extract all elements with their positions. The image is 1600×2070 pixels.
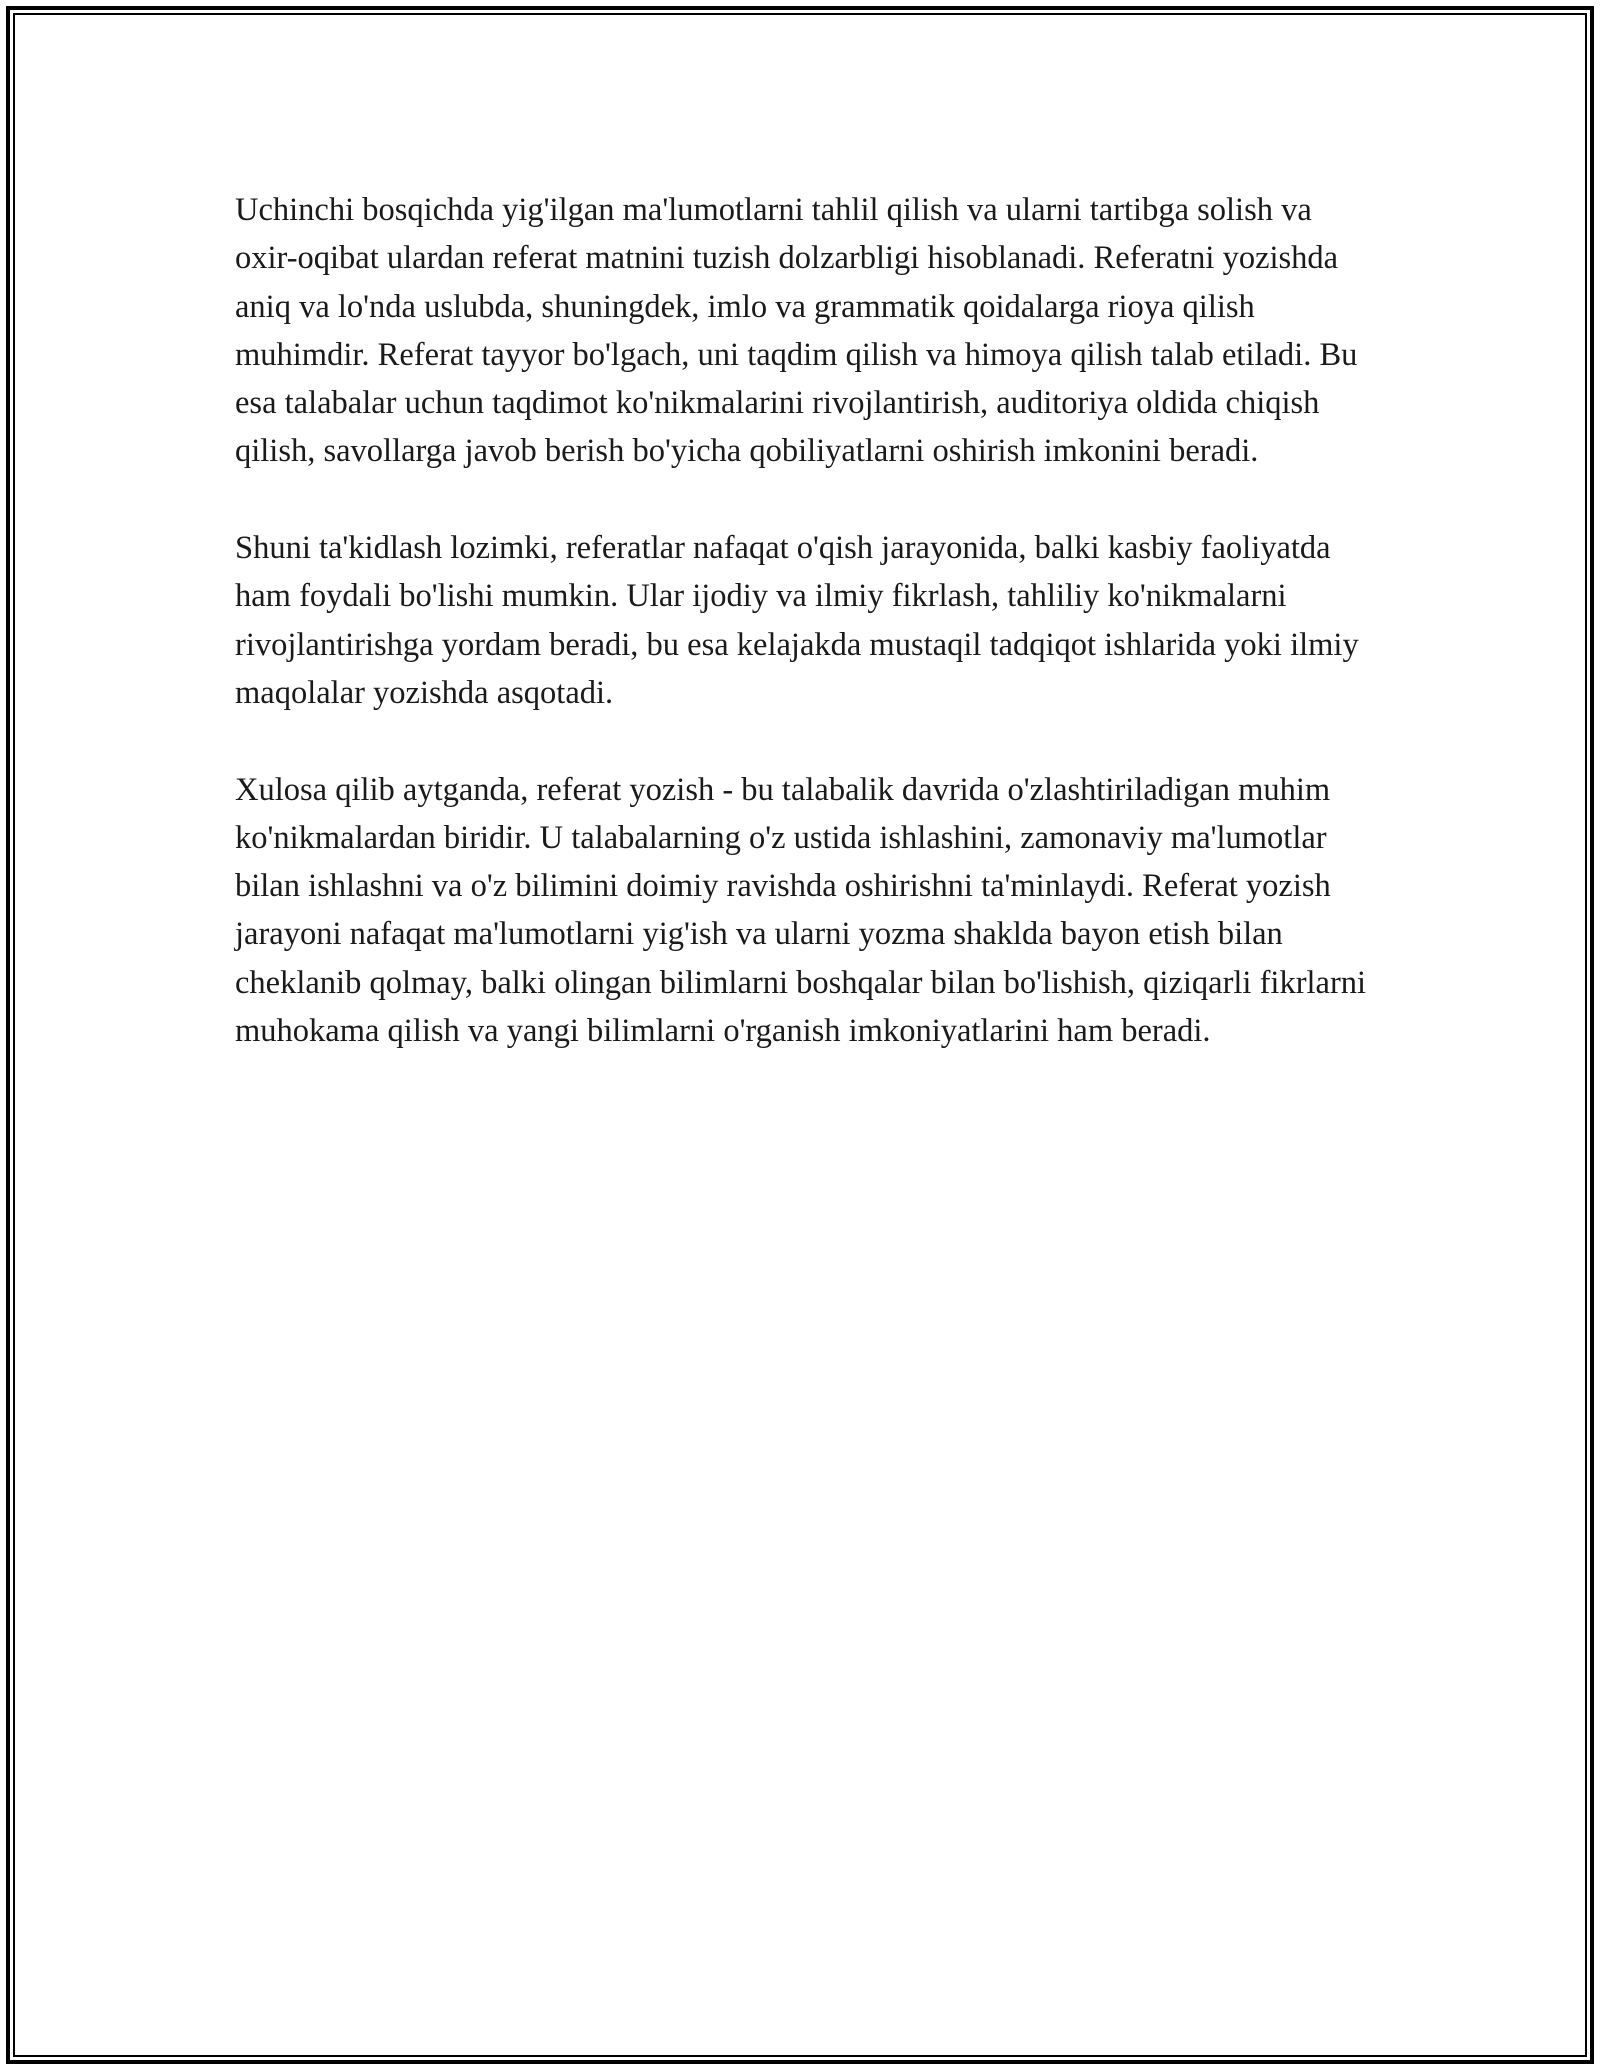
- paragraph-3: Xulosa qilib aytganda, referat yozish - bu talabalik davrida o'zlashtiriladigan muhim ko'nikmalardan biridir. U talabalarning o'z ustida ishlashini, zamonaviy ma'lumotlar bilan ishlashni va o'z bilimini doimiy ravishda oshirishni ta'minlaydi. Referat yozish jarayoni nafaqat ma'lumotlarni yig'ish va ularni yozma shaklda bayon etish bilan cheklanib qolmay, balki olingan bilimlarni boshqalar bilan bo'lishish, qiziqarli fikrlarni muhokama qilish va yangi bilimlarni o'rganish imkoniyatlarini ham beradi.: [235, 771, 1367, 1050]
- document-body: [235, 186, 1375, 1055]
- paragraph-1: Uchinchi bosqichda yig'ilgan ma'lumotlarni tahlil qilish va ularni tartibga solish va oxir-oqibat ulardan referat matnini tuzish dolzarbligi hisoblanadi. Referatni yozishda aniq va lo'nda uslubda, shuningdek, imlo va grammatik qoidalarga rioya qilish muhimdir. Referat tayyor bo'lgach, uni taqdim qilish va himoya qilish talab etiladi. Bu esa talabalar uchun taqdimot ko'nikmalarini rivojlantirish, auditoriya oldida chiqish qilish, savollarga javob berish bo'yicha qobiliyatlarni oshirish imkonini beradi.: [235, 192, 1358, 470]
- paragraph-2: Shuni ta'kidlash lozimki, referatlar nafaqat o'qish jarayonida, balki kasbiy faoliyatda ham foydali bo'lishi mumkin. Ular ijodiy va ilmiy fikrlash, tahliliy ko'nikmalarni rivojlantirishga yordam beradi, bu esa kelajakda mustaqil tadqiqot ishlarida yoki ilmiy maqolalar yozishda asqotadi.: [235, 530, 1359, 711]
